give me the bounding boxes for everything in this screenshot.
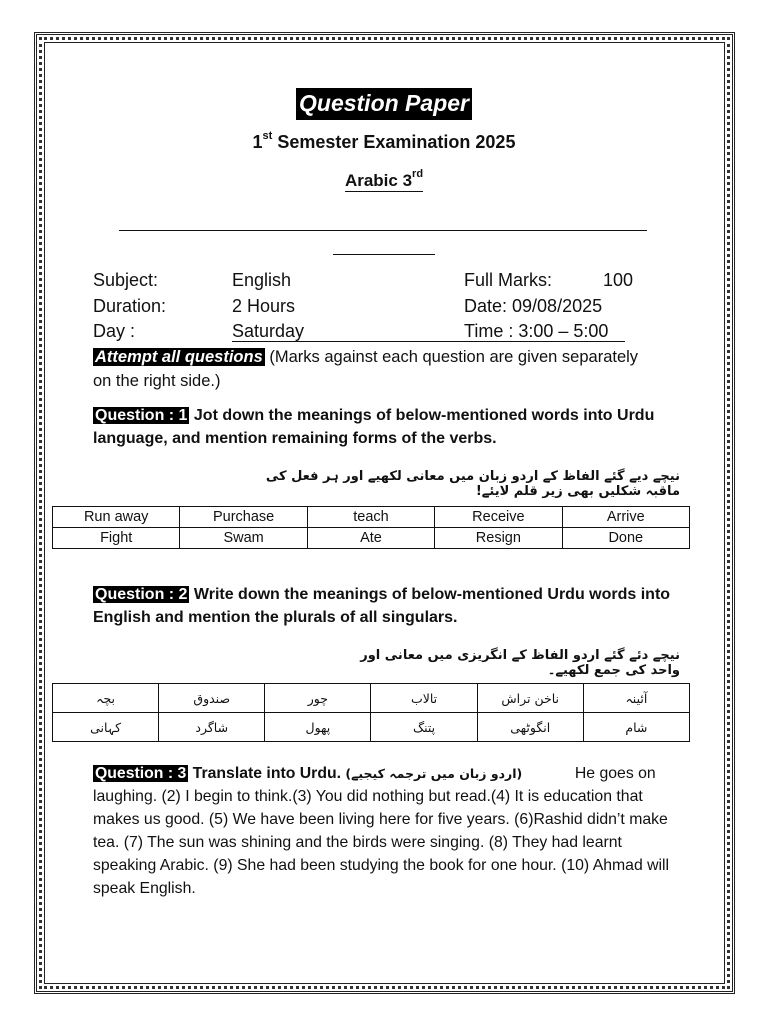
class-heading [0, 170, 768, 191]
class-heading-underlined [344, 168, 424, 192]
table-cell: Ate [307, 528, 434, 549]
table-cell: بچہ [53, 684, 159, 713]
table-cell: Fight [53, 528, 180, 549]
divider-long [119, 230, 647, 231]
table-cell: شام [583, 713, 689, 742]
duration-label: Duration: [93, 296, 167, 316]
question-2-table [52, 683, 690, 742]
table-cell: Receive [435, 507, 562, 528]
table-cell: پھول [265, 713, 371, 742]
question-1 [93, 404, 683, 450]
table-cell: آئینہ [583, 684, 689, 713]
exam-number: 1 [252, 132, 263, 152]
question-2-urdu: نیچے دئے گئے اردو الفاظ کے انگریزی میں معانی اور واحد کی جمع لکھیے۔ [360, 648, 680, 678]
subject-value: English [232, 270, 292, 290]
marks-value: 100 [603, 270, 634, 290]
exam-heading [0, 132, 768, 153]
table-cell: کہانی [53, 713, 159, 742]
marks-label: Full Marks: [464, 270, 553, 290]
question-1-text: Jot down the meanings of below-mentioned words into Urdu language, and mention remaining forms of the verbs. [93, 407, 655, 447]
question-3-title: Translate into Urdu. [188, 765, 342, 782]
table-cell: Done [562, 528, 689, 549]
class-name: Arabic 3 [344, 170, 413, 190]
question-2 [93, 583, 683, 629]
info-underline [232, 341, 625, 342]
question-2-label: Question : 2 [95, 586, 188, 603]
subject-label: Subject: [93, 270, 159, 290]
title-wrapper [0, 88, 768, 120]
table-row [53, 713, 690, 742]
table-cell: Resign [435, 528, 562, 549]
page-title: Question Paper [296, 88, 472, 120]
question-1-urdu: نیچے دیے گئے الفاظ کے اردو زبان میں معانی لکھیے اور ہر فعل کی ماقبہ شکلیں بھی زیر قلم لایئے! [265, 469, 680, 499]
table-cell: Arrive [562, 507, 689, 528]
question-2-text: Write down the meanings of below-mentioned Urdu words into English and mention the plurals of all singulars. [93, 586, 671, 626]
table-cell: چور [265, 684, 371, 713]
table-cell: Swam [180, 528, 307, 549]
question-1-table [52, 506, 690, 549]
marks-note: (Marks against each question are given separately on the right side.) [93, 348, 639, 390]
question-3-urdu: (اردو زبان میں ترجمہ کیجیے) [341, 766, 523, 781]
table-row [53, 528, 690, 549]
day-value: Saturday [232, 321, 305, 341]
attempt-all-label: Attempt all questions [95, 348, 263, 366]
table-cell: تالاب [371, 684, 477, 713]
instructions [93, 345, 653, 393]
date-value: Date: 09/08/2025 [464, 296, 603, 316]
table-row [53, 684, 690, 713]
exam-ordinal: st [262, 130, 273, 142]
table-cell: پتنگ [371, 713, 477, 742]
question-1-label: Question : 1 [95, 407, 188, 424]
question-3-text: He goes on laughing. (2) I begin to think.(3) You did nothing but read.(4) It is education that makes us good. (5) We have been living here for five years. (6)Rashid didn’t make tea. (7) The sun was shining and the birds were singing. (8) They had learnt speaking Arabic. (9) She had been studying the book for one hour. (10) Ahmad will speak English. [93, 765, 674, 897]
table-cell: انگوٹھی [477, 713, 583, 742]
table-cell: ناخن تراش [477, 684, 583, 713]
table-cell: Run away [53, 507, 180, 528]
question-3-label: Question : 3 [95, 765, 187, 782]
table-cell: شاگرد [159, 713, 265, 742]
class-ordinal: rd [412, 168, 424, 180]
question-3 [93, 762, 678, 900]
table-row [53, 507, 690, 528]
table-cell: teach [307, 507, 434, 528]
table-cell: Purchase [180, 507, 307, 528]
time-value: Time : 3:00 – 5:00 [464, 321, 609, 341]
exam-title: Semester Examination 2025 [272, 132, 516, 152]
day-label: Day : [93, 321, 136, 341]
duration-value: 2 Hours [232, 296, 296, 316]
divider-short [333, 254, 435, 255]
table-cell: صندوق [159, 684, 265, 713]
